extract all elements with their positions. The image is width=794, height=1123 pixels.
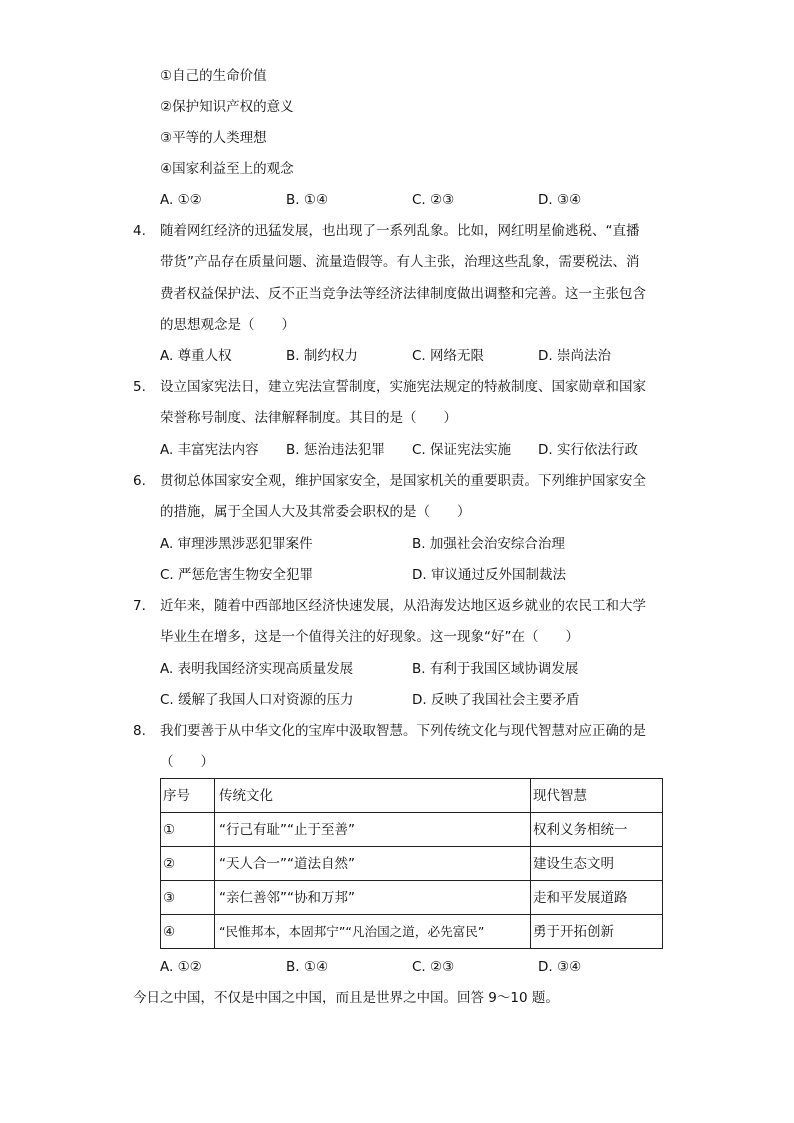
q6-option-a: A. 审理涉黑涉恶犯罪案件	[160, 536, 313, 552]
table-header-row	[161, 779, 663, 813]
q4-stem-line: 带货”产品存在质量问题、流量造假等。有人主张，治理这些乱象，需要税法、消	[160, 254, 640, 270]
q3-item-4: ④国家利益至上的观念	[160, 161, 294, 177]
table-cell: ②	[161, 847, 215, 881]
section-intro-9-10: 今日之中国，不仅是中国之中国，而且是世界之中国。回答 9～10 题。	[133, 990, 559, 1006]
q4-option-c: C. 网络无限	[412, 348, 485, 364]
q7-option-d: D. 反映了我国社会主要矛盾	[412, 692, 580, 708]
table-row	[161, 813, 663, 847]
q5-option-b: B. 惩治违法犯罪	[286, 442, 385, 458]
q8-option-c: C. ②③	[412, 959, 455, 975]
q5-option-d: D. 实行依法行政	[538, 442, 638, 458]
table-cell: “亲仁善邻”“协和万邦”	[215, 881, 531, 915]
q6-stem-line: 贯彻总体国家安全观，维护国家安全，是国家机关的重要职责。下列维护国家安全	[160, 473, 646, 489]
q7-stem-line: 毕业生在增多，这是一个值得关注的好现象。这一现象“好”在（ ）	[160, 629, 579, 645]
q3-item-1: ①自己的生命价值	[160, 68, 267, 84]
q4-stem-line: 随着网红经济的迅猛发展，也出现了一系列乱象。比如，网红明星偷逃税、“直播	[160, 223, 640, 239]
table-cell: 权利义务相统一	[531, 813, 663, 847]
q3-option-a: A. ①②	[160, 192, 202, 208]
q7-number: 7.	[133, 598, 146, 614]
table-cell: “行己有耻”“止于至善”	[215, 813, 531, 847]
table-row	[161, 881, 663, 915]
table-cell: 勇于开拓创新	[531, 915, 663, 949]
table-cell: 走和平发展道路	[531, 881, 663, 915]
q4-stem-line: 费者权益保护法、反不正当竞争法等经济法律制度做出调整和完善。这一主张包含	[160, 286, 646, 302]
q3-item-2: ②保护知识产权的意义	[160, 99, 294, 115]
table-cell: ④	[161, 915, 215, 949]
q7-option-a: A. 表明我国经济实现高质量发展	[160, 661, 354, 677]
q3-option-d: D. ③④	[538, 192, 582, 208]
q8-stem-line: （ ）	[160, 754, 214, 770]
table-row	[161, 847, 663, 881]
q3-option-c: C. ②③	[412, 192, 455, 208]
header-cell-wisdom: 现代智慧	[531, 779, 663, 813]
q7-option-c: C. 缓解了我国人口对资源的压力	[160, 692, 354, 708]
q8-option-b: B. ①④	[286, 959, 329, 975]
q5-number: 5.	[133, 379, 146, 395]
q4-option-a: A. 尊重人权	[160, 348, 232, 364]
q8-stem-line: 我们要善于从中华文化的宝库中汲取智慧。下列传统文化与现代智慧对应正确的是	[160, 723, 646, 739]
q5-stem-line: 设立国家宪法日，建立宪法宣誓制度，实施宪法规定的特赦制度、国家勋章和国家	[160, 379, 646, 395]
q3-option-b: B. ①④	[286, 192, 329, 208]
q6-option-c: C. 严惩危害生物安全犯罪	[160, 567, 314, 583]
q5-option-a: A. 丰富宪法内容	[160, 442, 259, 458]
q5-option-c: C. 保证宪法实施	[412, 442, 512, 458]
q4-option-b: B. 制约权力	[286, 348, 358, 364]
q4-option-d: D. 崇尚法治	[538, 348, 611, 364]
q7-option-b: B. 有利于我国区域协调发展	[412, 661, 579, 677]
q8-table	[160, 778, 663, 949]
q4-stem-line: 的思想观念是（ ）	[160, 317, 295, 333]
header-cell-number: 序号	[161, 779, 215, 813]
table-cell: ③	[161, 881, 215, 915]
q6-stem-line: 的措施，属于全国人大及其常委会职权的是（ ）	[160, 504, 471, 520]
table-cell: “天人合一”“道法自然”	[215, 847, 531, 881]
q8-option-d: D. ③④	[538, 959, 582, 975]
q8-option-a: A. ①②	[160, 959, 202, 975]
q6-option-d: D. 审议通过反外国制裁法	[412, 567, 566, 583]
table-cell: ①	[161, 813, 215, 847]
q8-number: 8.	[133, 723, 146, 739]
header-cell-tradition: 传统文化	[215, 779, 531, 813]
table-cell: 建设生态文明	[531, 847, 663, 881]
q6-number: 6.	[133, 473, 146, 489]
q3-item-3: ③平等的人类理想	[160, 130, 267, 146]
table-cell: “民惟邦本，本固邦宁”“凡治国之道，必先富民”	[215, 915, 531, 949]
q4-number: 4.	[133, 223, 146, 239]
q7-stem-line: 近年来，随着中西部地区经济快速发展，从沿海发达地区返乡就业的农民工和大学	[160, 598, 646, 614]
q5-stem-line: 荣誉称号制度、法律解释制度。其目的是（ ）	[160, 410, 457, 426]
q6-option-b: B. 加强社会治安综合治理	[412, 536, 565, 552]
table-row	[161, 915, 663, 949]
